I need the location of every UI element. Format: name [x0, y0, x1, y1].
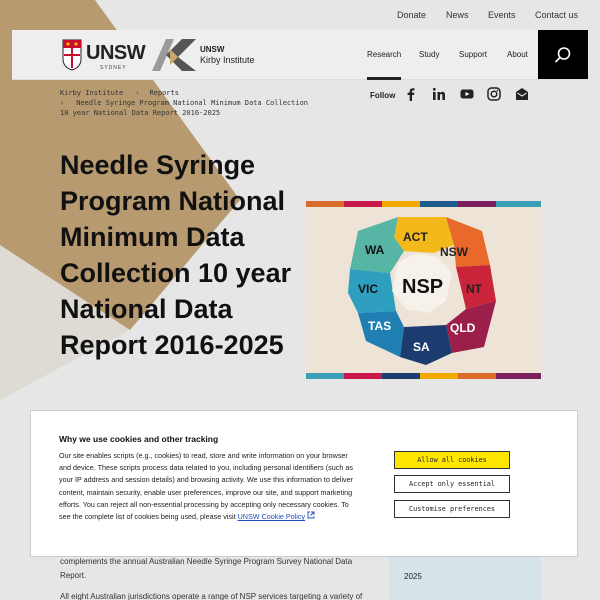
hero-region-sa: SA	[413, 340, 430, 354]
side-year: 2025	[404, 572, 422, 581]
hero-region-wa: WA	[365, 243, 385, 257]
customise-preferences-button[interactable]: Customise preferences	[394, 500, 510, 518]
contact-us-link[interactable]: Contact us	[535, 10, 579, 20]
breadcrumb-current: Needle Syringe Program National Minimum Data Collection 10 year National Data Report 2016-2025	[60, 99, 309, 117]
kirby-line1: UNSW	[200, 45, 225, 54]
main-nav	[12, 30, 588, 80]
search-button[interactable]	[538, 30, 588, 79]
news-link[interactable]: News	[446, 10, 469, 20]
unsw-sub: SYDNEY	[100, 65, 127, 71]
utility-nav	[0, 0, 600, 30]
kirby-logo[interactable]	[152, 39, 272, 71]
hero-region-qld: QLD	[450, 321, 476, 335]
unsw-wordmark: UNSW	[86, 42, 146, 64]
hero-center-label: NSP	[402, 276, 444, 298]
body-paragraph: All eight Australian jurisdictions operate a range of NSP services targeting a variety of	[60, 592, 363, 600]
accept-essential-button[interactable]: Accept only essential	[394, 475, 510, 493]
nav-support[interactable]: Support	[459, 50, 488, 59]
follow-label: Follow	[370, 91, 396, 100]
unsw-logo[interactable]	[62, 39, 146, 71]
external-link-icon	[307, 511, 315, 519]
allow-all-cookies-button[interactable]: Allow all cookies	[394, 451, 510, 469]
instagram-icon[interactable]	[487, 87, 501, 101]
nav-study[interactable]: Study	[419, 50, 440, 59]
facebook-icon[interactable]	[404, 87, 418, 101]
search-icon	[554, 46, 572, 64]
hero-region-tas: TAS	[368, 319, 392, 333]
breadcrumb-kirby[interactable]: Kirby Institute	[60, 89, 124, 97]
hero-region-nt: NT	[466, 282, 482, 296]
hero-region-nsw: NSW	[440, 245, 468, 259]
hero-region-vic: VIC	[358, 282, 379, 296]
youtube-icon[interactable]	[460, 87, 474, 101]
chevron-right-icon: ›	[60, 99, 65, 107]
cookie-policy-link[interactable]: UNSW Cookie Policy	[237, 512, 306, 522]
nav-about[interactable]: About	[507, 50, 528, 59]
breadcrumb	[60, 88, 310, 118]
nsp-hero-image	[306, 201, 541, 379]
nav-research[interactable]: Research	[367, 50, 401, 80]
events-link[interactable]: Events	[488, 10, 516, 20]
cookie-text	[59, 450, 359, 523]
breadcrumb-reports[interactable]: Reports	[149, 89, 179, 97]
kirby-mark-icon	[152, 39, 196, 71]
newsletter-icon[interactable]	[515, 87, 529, 101]
page-title: Needle Syringe Program National Minimum Data Collection 10 year National Data Report 2016-2025	[60, 150, 292, 360]
kirby-line2: Kirby Institute	[200, 55, 255, 65]
cookie-heading: Why we use cookies and other tracking	[59, 434, 219, 444]
chevron-right-icon: ›	[135, 89, 140, 97]
cookie-description: Our site enables scripts (e.g., cookies) to read, store and write information on your browser and device. These scripts process data related to you, including personal identifiers (such as your IP address and session details) and browsing activity. We use this information to deliver content, maintain security, enable user preferences, improve our site, and support marketing efforts. You can reject all non-essential processing by accepting only necessary cookies. To see the complete list of cookies being used, please visit	[59, 451, 354, 522]
cookie-banner	[30, 410, 578, 557]
unsw-crest-icon	[62, 39, 82, 71]
linkedin-icon[interactable]	[432, 87, 446, 101]
body-paragraph: complements the annual Australian Needle Syringe Program Survey National Data Report.	[60, 557, 353, 580]
hero-region-act: ACT	[403, 230, 428, 244]
hero-bottom-stripe	[306, 373, 541, 379]
donate-link[interactable]: Donate	[397, 10, 427, 20]
hero-top-stripe	[306, 201, 541, 207]
